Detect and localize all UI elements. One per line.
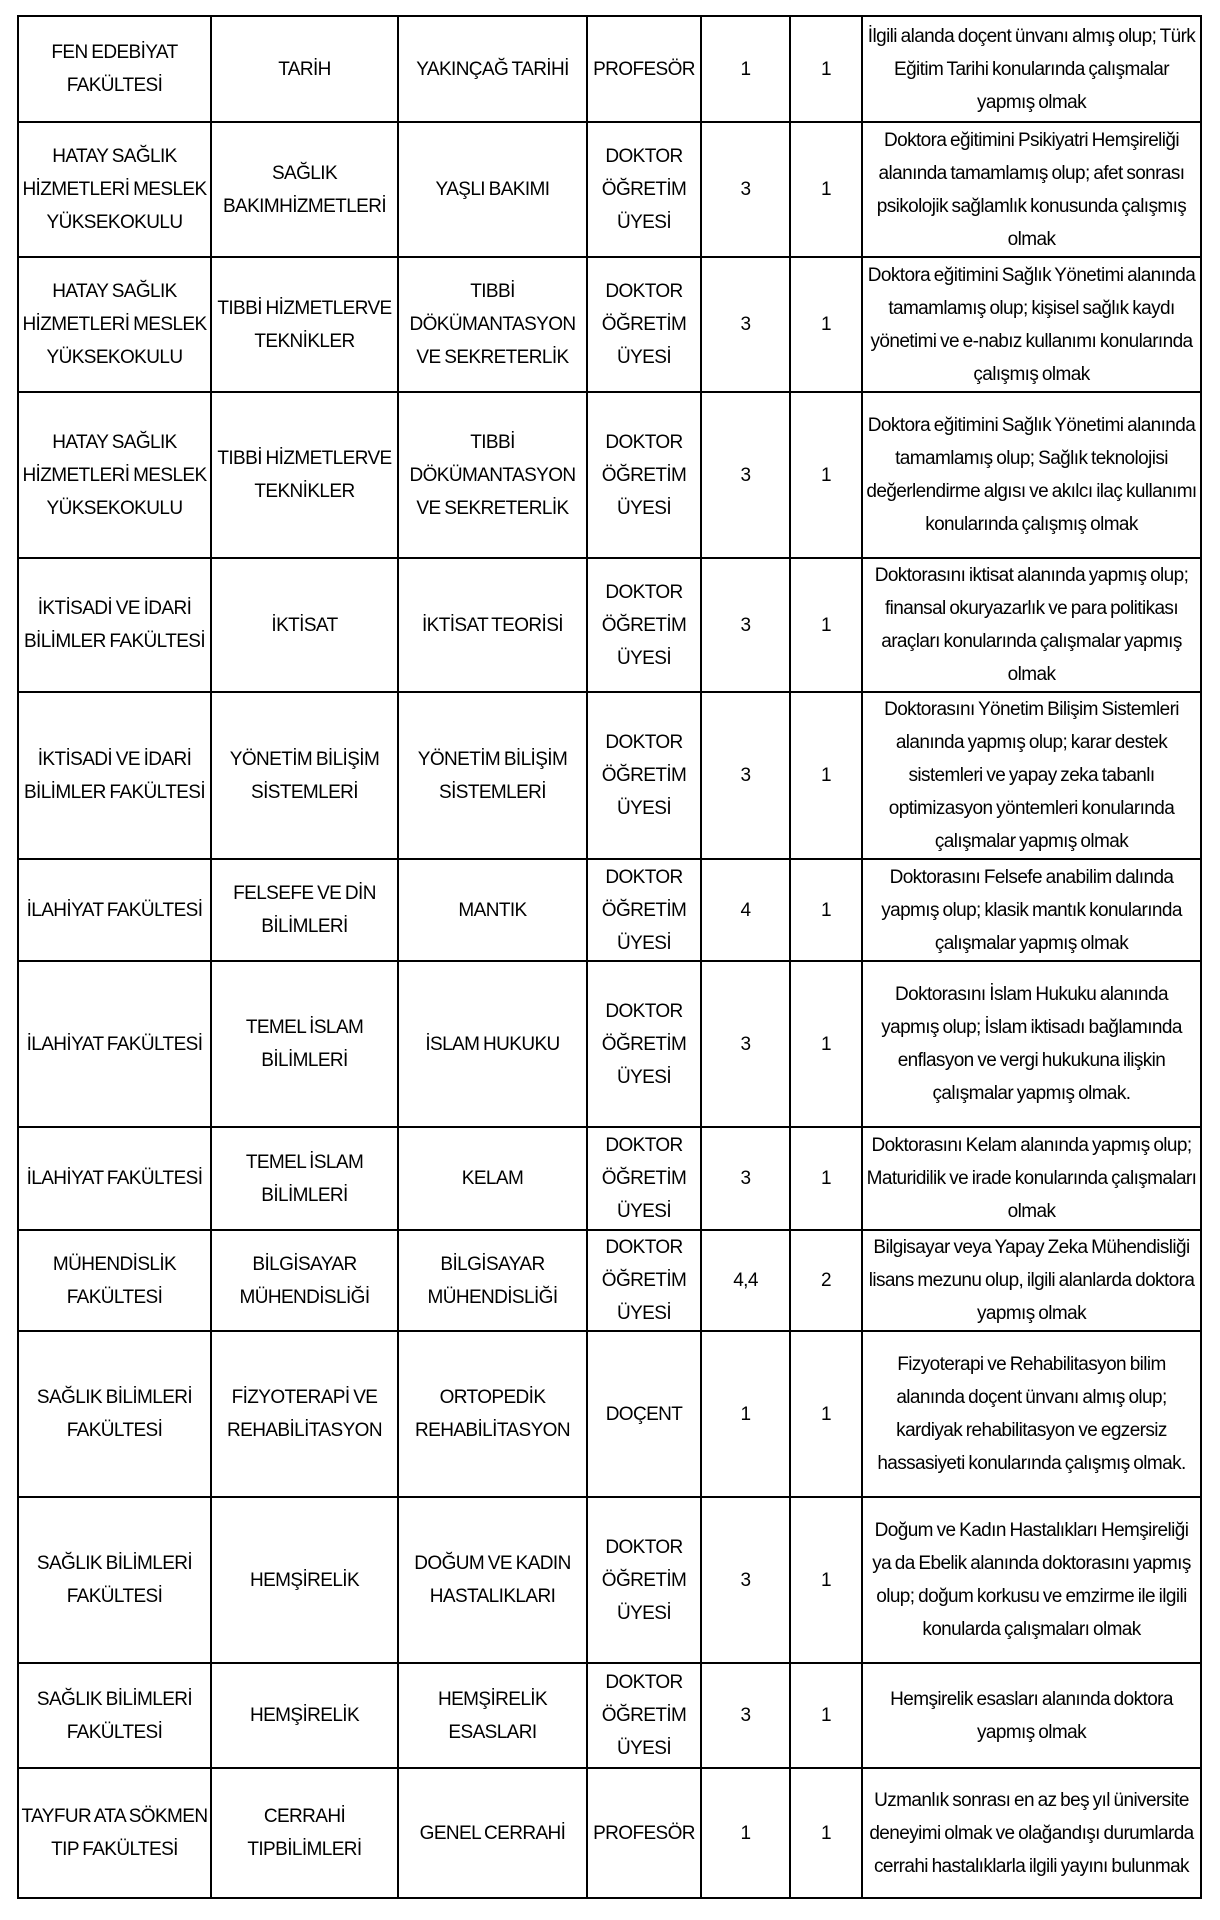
department-cell: BİLGİSAYAR MÜHENDİSLİĞİ <box>211 1230 398 1331</box>
count-cell: 1 <box>790 122 862 257</box>
table-row <box>18 392 1201 558</box>
department-cell: SAĞLIK BAKIMHİZMETLERİ <box>211 122 398 257</box>
table-row <box>18 257 1201 392</box>
program-cell: DOĞUM VE KADIN HASTALIKLARI <box>398 1497 587 1663</box>
count-cell: 1 <box>790 961 862 1127</box>
count-cell: 1 <box>790 859 862 961</box>
requirements-cell: Doktora eğitimini Psikiyatri Hemşireliği alanında tamamlamış olup; afet sonrası psikolojik sağlamlık konusunda çalışmış olmak <box>862 122 1201 257</box>
table-row <box>18 1230 1201 1331</box>
degree-level-cell: 1 <box>701 16 790 122</box>
title-cell: PROFESÖR <box>587 16 701 122</box>
department-cell: TIBBİ HİZMETLERVE TEKNİKLER <box>211 257 398 392</box>
degree-level-cell: 3 <box>701 122 790 257</box>
program-cell: YAKINÇAĞ TARİHİ <box>398 16 587 122</box>
program-cell: BİLGİSAYAR MÜHENDİSLİĞİ <box>398 1230 587 1331</box>
table-row <box>18 1331 1201 1497</box>
title-cell: DOKTOR ÖĞRETİM ÜYESİ <box>587 1230 701 1331</box>
title-cell: DOÇENT <box>587 1331 701 1497</box>
requirements-cell: Doğum ve Kadın Hastalıkları Hemşireliği ya da Ebelik alanında doktorasını yapmış olup; doğum korkusu ve emzirme ile ilgili konularda çalışmaları olmak <box>862 1497 1201 1663</box>
degree-level-cell: 3 <box>701 558 790 692</box>
department-cell: FELSEFE VE DİN BİLİMLERİ <box>211 859 398 961</box>
program-cell: İSLAM HUKUKU <box>398 961 587 1127</box>
department-cell: İKTİSAT <box>211 558 398 692</box>
title-cell: DOKTOR ÖĞRETİM ÜYESİ <box>587 1663 701 1768</box>
table-row <box>18 692 1201 859</box>
count-cell: 1 <box>790 16 862 122</box>
program-cell: HEMŞİRELİK ESASLARI <box>398 1663 587 1768</box>
faculty-cell: SAĞLIK BİLİMLERİ FAKÜLTESİ <box>18 1331 211 1497</box>
faculty-cell: SAĞLIK BİLİMLERİ FAKÜLTESİ <box>18 1497 211 1663</box>
requirements-cell: Hemşirelik esasları alanında doktora yapmış olmak <box>862 1663 1201 1768</box>
title-cell: DOKTOR ÖĞRETİM ÜYESİ <box>587 122 701 257</box>
requirements-cell: Fizyoterapi ve Rehabilitasyon bilim alanında doçent ünvanı almış olup; kardiyak rehabilitasyon ve egzersiz hassasiyeti konularında çalışmış olmak. <box>862 1331 1201 1497</box>
program-cell: YÖNETİM BİLİŞİM SİSTEMLERİ <box>398 692 587 859</box>
count-cell: 1 <box>790 392 862 558</box>
requirements-cell: Doktora eğitimini Sağlık Yönetimi alanında tamamlamış olup; kişisel sağlık kaydı yönetimi ve e-nabız kullanımı konularında çalışmış olmak <box>862 257 1201 392</box>
degree-level-cell: 4,4 <box>701 1230 790 1331</box>
program-cell: MANTIK <box>398 859 587 961</box>
faculty-cell: İKTİSADİ VE İDARİ BİLİMLER FAKÜLTESİ <box>18 558 211 692</box>
degree-level-cell: 3 <box>701 1497 790 1663</box>
department-cell: YÖNETİM BİLİŞİM SİSTEMLERİ <box>211 692 398 859</box>
degree-level-cell: 3 <box>701 961 790 1127</box>
degree-level-cell: 3 <box>701 1663 790 1768</box>
title-cell: DOKTOR ÖĞRETİM ÜYESİ <box>587 692 701 859</box>
table-row <box>18 1768 1201 1898</box>
table-row <box>18 1497 1201 1663</box>
table-row <box>18 1127 1201 1230</box>
faculty-cell: İLAHİYAT FAKÜLTESİ <box>18 961 211 1127</box>
title-cell: DOKTOR ÖĞRETİM ÜYESİ <box>587 961 701 1127</box>
program-cell: İKTİSAT TEORİSİ <box>398 558 587 692</box>
requirements-cell: İlgili alanda doçent ünvanı almış olup; Türk Eğitim Tarihi konularında çalışmalar yapmış olmak <box>862 16 1201 122</box>
table-row <box>18 859 1201 961</box>
requirements-cell: Uzmanlık sonrası en az beş yıl üniversite deneyimi olmak ve olağandışı durumlarda cerrahi hastalıklarla ilgili yayını bulunmak <box>862 1768 1201 1898</box>
requirements-cell: Doktorasını İslam Hukuku alanında yapmış olup; İslam iktisadı bağlamında enflasyon ve vergi hukukuna ilişkin çalışmalar yapmış olmak. <box>862 961 1201 1127</box>
title-cell: PROFESÖR <box>587 1768 701 1898</box>
title-cell: DOKTOR ÖĞRETİM ÜYESİ <box>587 859 701 961</box>
department-cell: HEMŞİRELİK <box>211 1497 398 1663</box>
faculty-cell: İLAHİYAT FAKÜLTESİ <box>18 1127 211 1230</box>
count-cell: 2 <box>790 1230 862 1331</box>
faculty-cell: İLAHİYAT FAKÜLTESİ <box>18 859 211 961</box>
title-cell: DOKTOR ÖĞRETİM ÜYESİ <box>587 558 701 692</box>
table-row <box>18 122 1201 257</box>
requirements-cell: Doktorasını Kelam alanında yapmış olup; Maturidilik ve irade konularında çalışmaları olmak <box>862 1127 1201 1230</box>
count-cell: 1 <box>790 692 862 859</box>
department-cell: TEMEL İSLAM BİLİMLERİ <box>211 961 398 1127</box>
count-cell: 1 <box>790 1497 862 1663</box>
count-cell: 1 <box>790 1663 862 1768</box>
table-row <box>18 1663 1201 1768</box>
count-cell: 1 <box>790 558 862 692</box>
department-cell: TEMEL İSLAM BİLİMLERİ <box>211 1127 398 1230</box>
table-row <box>18 558 1201 692</box>
count-cell: 1 <box>790 257 862 392</box>
count-cell: 1 <box>790 1331 862 1497</box>
table-row <box>18 16 1201 122</box>
department-cell: TIBBİ HİZMETLERVE TEKNİKLER <box>211 392 398 558</box>
program-cell: TIBBİ DÖKÜMANTASYON VE SEKRETERLİK <box>398 392 587 558</box>
title-cell: DOKTOR ÖĞRETİM ÜYESİ <box>587 1497 701 1663</box>
degree-level-cell: 4 <box>701 859 790 961</box>
faculty-cell: HATAY SAĞLIK HİZMETLERİ MESLEK YÜKSEKOKULU <box>18 392 211 558</box>
program-cell: GENEL CERRAHİ <box>398 1768 587 1898</box>
faculty-cell: FEN EDEBİYAT FAKÜLTESİ <box>18 16 211 122</box>
faculty-cell: SAĞLIK BİLİMLERİ FAKÜLTESİ <box>18 1663 211 1768</box>
title-cell: DOKTOR ÖĞRETİM ÜYESİ <box>587 1127 701 1230</box>
department-cell: TARİH <box>211 16 398 122</box>
degree-level-cell: 3 <box>701 392 790 558</box>
degree-level-cell: 1 <box>701 1331 790 1497</box>
count-cell: 1 <box>790 1768 862 1898</box>
degree-level-cell: 3 <box>701 1127 790 1230</box>
degree-level-cell: 3 <box>701 692 790 859</box>
program-cell: ORTOPEDİK REHABİLİTASYON <box>398 1331 587 1497</box>
positions-table <box>17 15 1202 1899</box>
faculty-cell: MÜHENDİSLİK FAKÜLTESİ <box>18 1230 211 1331</box>
faculty-cell: HATAY SAĞLIK HİZMETLERİ MESLEK YÜKSEKOKULU <box>18 122 211 257</box>
program-cell: KELAM <box>398 1127 587 1230</box>
degree-level-cell: 3 <box>701 257 790 392</box>
requirements-cell: Doktorasını Felsefe anabilim dalında yapmış olup; klasik mantık konularında çalışmalar yapmış olmak <box>862 859 1201 961</box>
faculty-cell: HATAY SAĞLIK HİZMETLERİ MESLEK YÜKSEKOKULU <box>18 257 211 392</box>
title-cell: DOKTOR ÖĞRETİM ÜYESİ <box>587 392 701 558</box>
table-row <box>18 961 1201 1127</box>
requirements-cell: Doktorasını Yönetim Bilişim Sistemleri alanında yapmış olup; karar destek sistemleri ve yapay zeka tabanlı optimizasyon yöntemleri konularında çalışmalar yapmış olmak <box>862 692 1201 859</box>
count-cell: 1 <box>790 1127 862 1230</box>
department-cell: HEMŞİRELİK <box>211 1663 398 1768</box>
requirements-cell: Doktora eğitimini Sağlık Yönetimi alanında tamamlamış olup; Sağlık teknolojisi değerlendirme algısı ve akılcı ilaç kullanımı konularında çalışmış olmak <box>862 392 1201 558</box>
faculty-cell: İKTİSADİ VE İDARİ BİLİMLER FAKÜLTESİ <box>18 692 211 859</box>
requirements-cell: Doktorasını iktisat alanında yapmış olup; finansal okuryazarlık ve para politikası araçları konularında çalışmalar yapmış olmak <box>862 558 1201 692</box>
department-cell: FİZYOTERAPİ VE REHABİLİTASYON <box>211 1331 398 1497</box>
faculty-cell: TAYFUR ATA SÖKMEN TIP FAKÜLTESİ <box>18 1768 211 1898</box>
program-cell: YAŞLI BAKIMI <box>398 122 587 257</box>
department-cell: CERRAHİ TIPBİLİMLERİ <box>211 1768 398 1898</box>
title-cell: DOKTOR ÖĞRETİM ÜYESİ <box>587 257 701 392</box>
requirements-cell: Bilgisayar veya Yapay Zeka Mühendisliği lisans mezunu olup, ilgili alanlarda doktora yapmış olmak <box>862 1230 1201 1331</box>
degree-level-cell: 1 <box>701 1768 790 1898</box>
program-cell: TIBBİ DÖKÜMANTASYON VE SEKRETERLİK <box>398 257 587 392</box>
